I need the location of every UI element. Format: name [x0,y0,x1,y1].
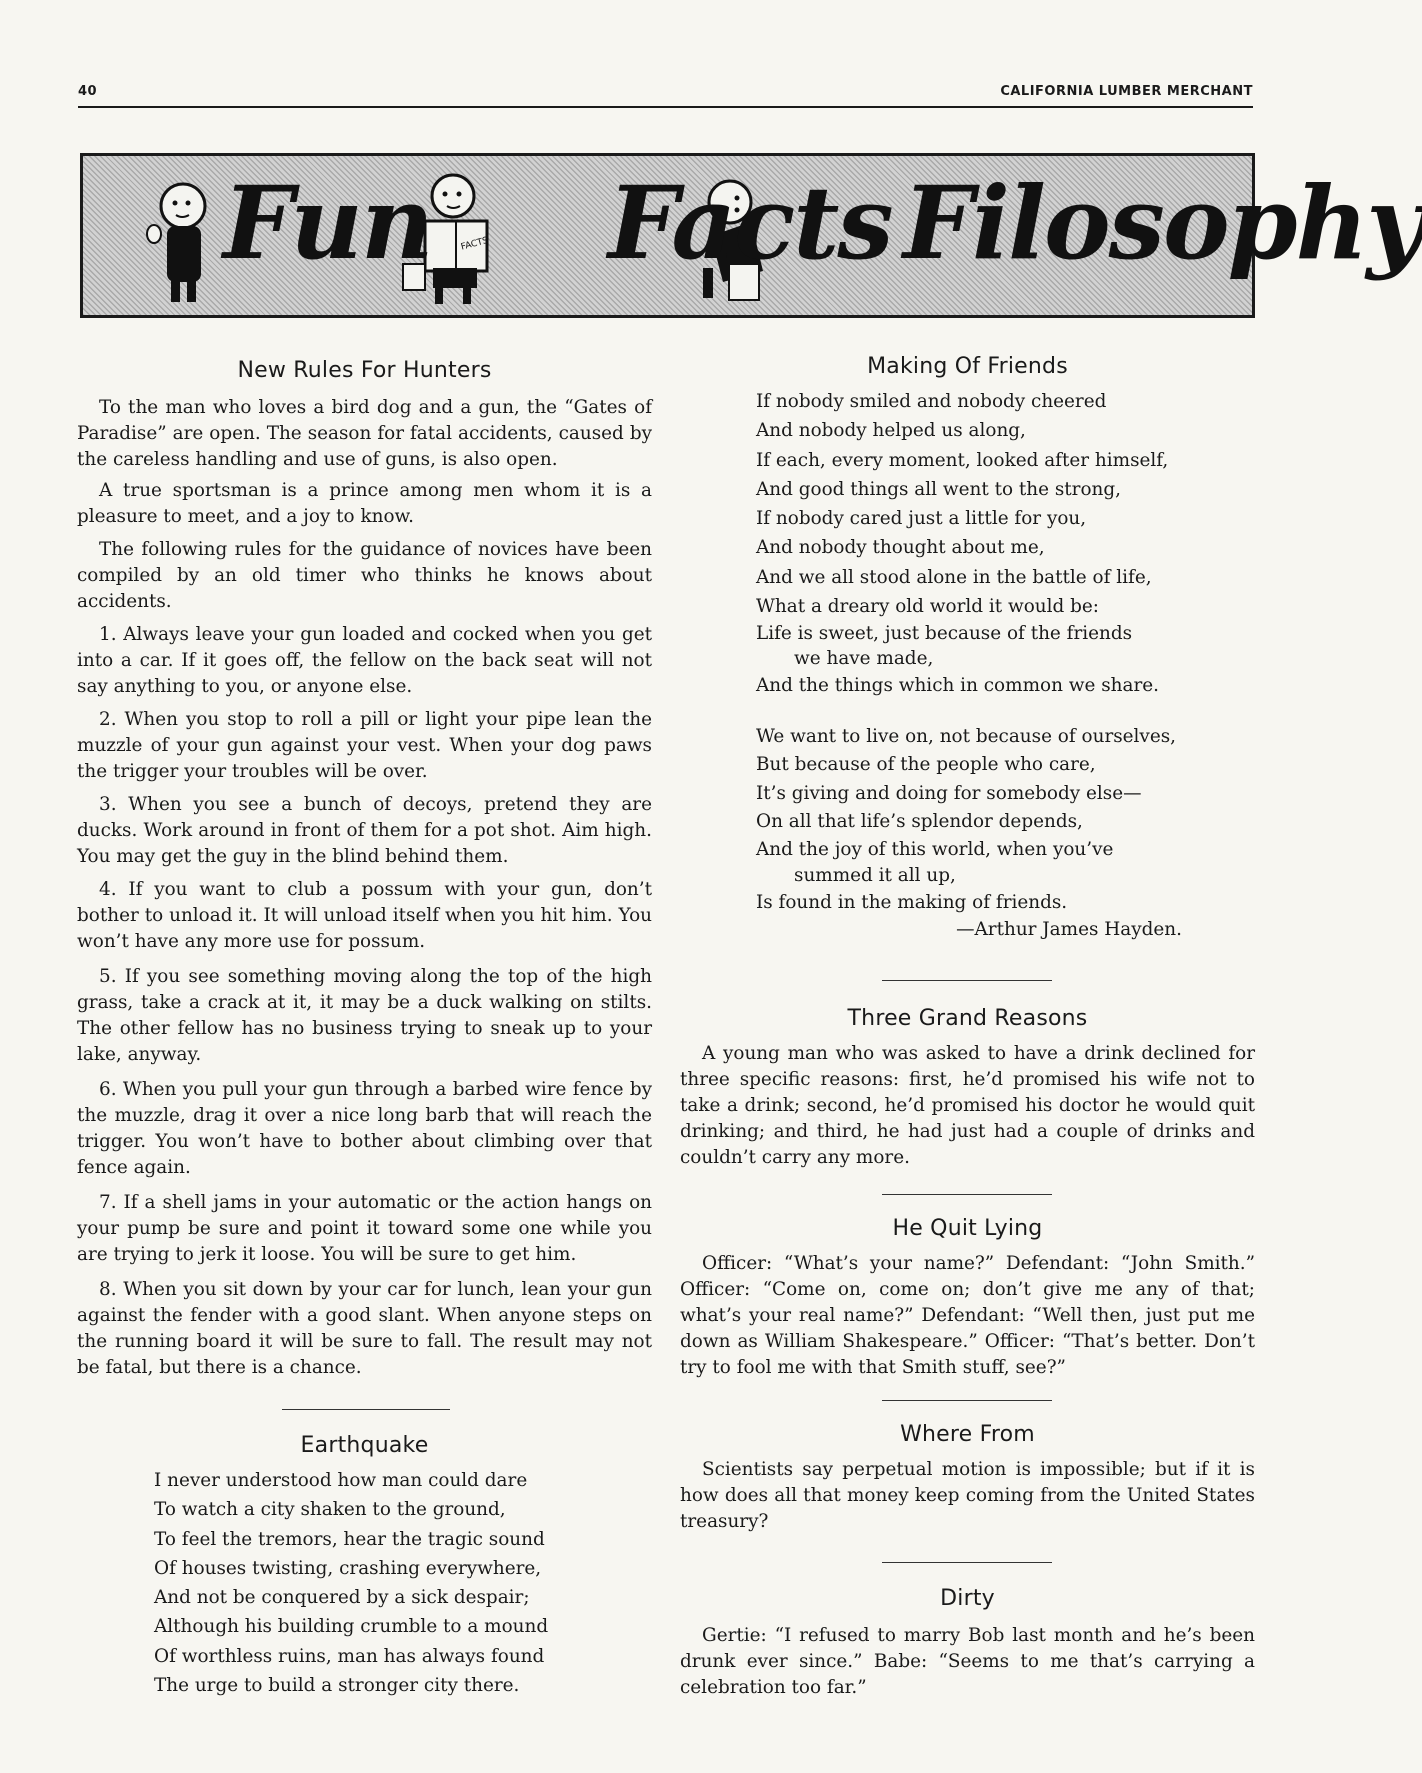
paragraph: Officer: “What’s your name?” Defendant: “John Smith.” Officer: “Come on, come on; don’t give me any of that; what’s your real name?” Defendant: “Well then, just put me down as William Shakespeare.” Officer: “That’s better. Don’t try to fool me with that Smith stuff, see?” [680,1253,1255,1378]
poem-line: Although his building crumble to a mound [154,1616,549,1638]
section-divider [282,1409,450,1410]
section-divider [882,1400,1052,1401]
section-divider [882,1562,1052,1563]
banner-word-fun: Fun [223,164,432,282]
poem-line: I never understood how man could dare [154,1470,528,1491]
poem-earthquake [77,1432,652,1700]
poem-line: On all that life’s splendor depends, [756,811,1083,833]
poem-line: And the joy of this world, when you’ve [756,838,1114,860]
paragraph: To the man who loves a bird dog and a gun, the “Gates of Paradise” are open. The season for fatal accidents, caused by the careless handling and use of guns, is also open. [77,397,652,470]
book-label: FACTS [459,235,490,253]
running-header [78,80,1253,108]
poem-line: The urge to build a stronger city there. [154,1675,520,1697]
poem-stanza-1 [756,387,1255,701]
paragraph: A young man who was asked to have a drink declined for three specific reasons: first, he’d promised his wife not to take a drink; second, he’d promised his doctor he would quit drinking; and third, he had just had a couple of drinks and couldn’t carry any more. [680,1043,1255,1168]
magazine-title: CALIFORNIA LUMBER MERCHANT [1000,84,1253,99]
paragraph: Gertie: “I refused to marry Bob last month and he’s been drunk ever since.” Babe: “Seems to me that’s carrying a celebration too far.” [680,1625,1255,1698]
poem-line: And nobody helped us along, [756,420,1026,442]
poem-line: If each, every moment, looked after himself, [756,449,1169,471]
article-title: He Quit Lying [892,1216,1043,1241]
poem-line: And nobody thought about me, [756,537,1045,559]
poem-title: Earthquake [300,1433,429,1458]
poem-lines [154,1466,652,1700]
poem-title: Making Of Friends [867,354,1068,379]
poem-line: If nobody cared just a little for you, [756,508,1087,530]
banner-word-facts: Facts [608,164,892,282]
article-where-from [680,1421,1255,1535]
column-banner [80,153,1422,318]
article-title: New Rules For Hunters [237,358,492,383]
rule-item: 5. If you see something moving along the top of the high grass, take a crack at it, it may be a duck walking on stilts. The other fellow has no business trying to sneak up to your lake, anyway. [77,966,652,1065]
poem-line: It’s giving and doing for somebody else— [756,782,1142,804]
rule-item: 7. If a shell jams in your automatic or the action hangs on your pump be sure and point it toward some one while you are trying to jerk it loose. You will be sure to get him. [77,1192,652,1265]
paragraph: Scientists say perpetual motion is impossible; but if it is how does all that money keep coming from the United States treasury? [680,1459,1255,1532]
rule-item: 1. Always leave your gun loaded and cocked when you get into a car. If it goes off, the fellow on the back seat will not say anything to you, or anyone else. [77,624,652,697]
article-dirty [680,1585,1255,1701]
section-divider [882,980,1052,981]
article-title: Where From [900,1422,1035,1447]
poem-stanza-2 [756,723,1255,918]
paragraph: A true sportsman is a prince among men whom it is a pleasure to meet, and a joy to know. [77,480,652,527]
article-hunters [77,357,652,1381]
poem-line: Life is sweet, just because of the friends [756,623,1133,645]
poem-line: To watch a city shaken to the ground, [154,1499,506,1521]
article-he-quit-lying [680,1215,1255,1381]
rule-item: 2. When you stop to roll a pill or light your pipe lean the muzzle of your gun against your vest. When your dog paws the trigger your troubles will be over. [77,709,652,782]
rule-item: 3. When you see a bunch of decoys, pretend they are ducks. Work around in front of them for a pot shot. Aim high. You may get the guy in the blind behind them. [77,794,652,867]
article-title: Three Grand Reasons [847,1006,1088,1031]
poem-line: And we all stood alone in the battle of life, [756,566,1152,588]
poem-line: And the things which in common we share. [756,675,1160,697]
article-title: Dirty [940,1586,995,1611]
poem-attribution: —Arthur James Hayden. [956,919,1182,941]
poem-line: we have made, [794,648,934,670]
poem-line: Of worthless ruins, man has always found [154,1645,545,1667]
poem-line: If nobody smiled and nobody cheered [756,391,1107,412]
poem-line: And good things all went to the strong, [756,478,1122,500]
poem-line: To feel the tremors, hear the tragic sound [154,1528,545,1550]
article-three-grand-reasons [680,1005,1255,1171]
poem-line: Is found in the making of friends. [756,891,1068,913]
poem-line: summed it all up, [794,864,956,886]
poem-line: We want to live on, not because of ourselves, [756,725,1176,747]
rule-item: 6. When you pull your gun through a barbed wire fence by the muzzle, drag it over a nice long barb that will reach the trigger. You won’t have to bother about climbing over that fence again. [77,1079,652,1178]
banner-word-filosophy: Filosophy [903,164,1422,282]
poem-line: But because of the people who care, [756,754,1096,776]
section-divider [882,1194,1052,1195]
poem-line: Of houses twisting, crashing everywhere, [154,1557,542,1579]
paragraph: The following rules for the guidance of novices have been compiled by an old timer who thinks he knows about accidents. [77,539,652,612]
standing-figure-illustration [147,184,205,302]
poem-making-of-friends [680,353,1255,940]
page-number: 40 [78,84,98,99]
rule-item: 4. If you want to club a possum with your gun, don’t bother to unload it. It will unload itself when you hit him. You won’t have any more use for possum. [77,879,652,952]
poem-line: And not be conquered by a sick despair; [154,1587,530,1609]
rule-item: 8. When you sit down by your car for lunch, lean your gun against the fender with a good slant. When anyone steps on the running board it will be sure to fall. The result may not be fatal, but there is a chance. [77,1279,652,1378]
poem-line: What a dreary old world it would be: [756,596,1100,618]
